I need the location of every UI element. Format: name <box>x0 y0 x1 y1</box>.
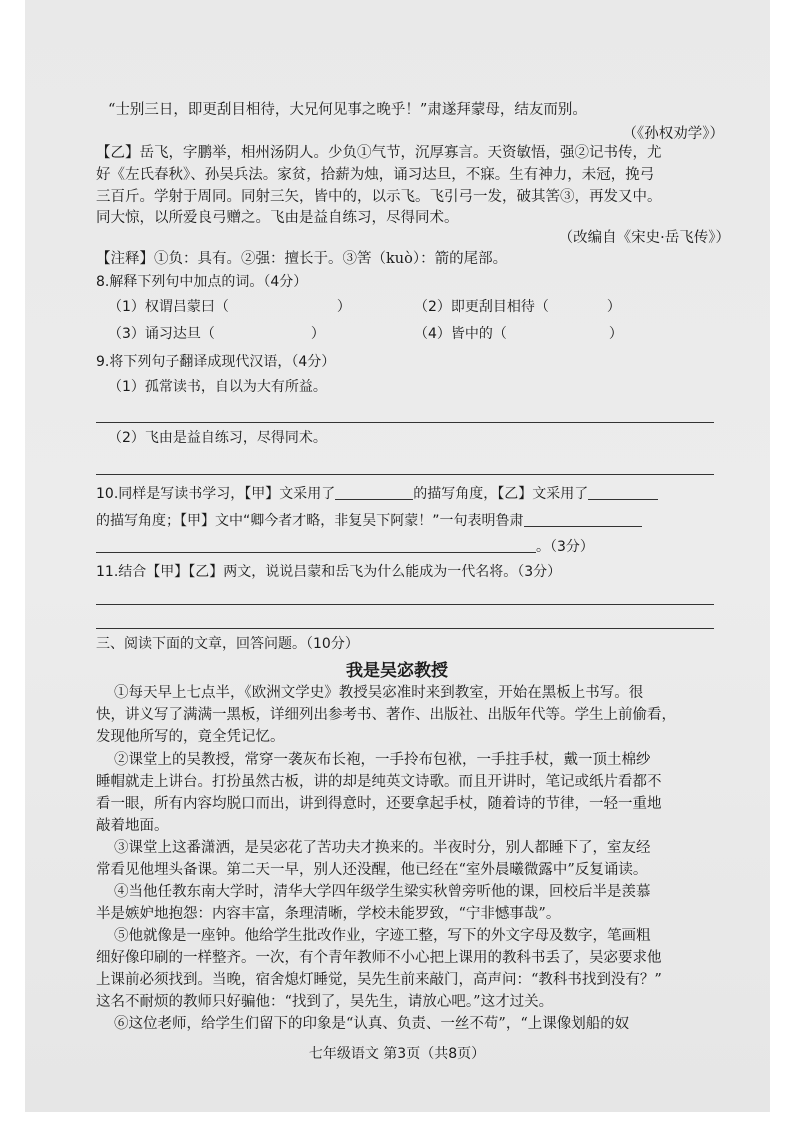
text-line: 同大惊，以所爱良弓赠之。飞由是益自练习，尽得同术。 <box>96 210 459 226</box>
paragraph-line: 这名不耐烦的教师只好骗他：“找到了，吴先生，请放心吧。”这才过关。 <box>96 994 554 1010</box>
question-10-line-1: 10.同样是写读书学习，【甲】文采用了 的描写角度，【乙】文采用了 <box>96 484 658 504</box>
source-citation: （《孙权劝学》） <box>622 126 724 142</box>
paragraph-line: 发现他所写的，竟全凭记忆。 <box>96 729 285 745</box>
question-10-line-2: 的描写角度；【甲】文中“卿今者才略，非复吴下阿蒙！”一句表明鲁肃 <box>96 511 642 531</box>
text-line: 三百斤。学射于周同。同射三矢，皆中的，以示飞。飞引弓一发，破其筈③，再发又中。 <box>96 189 662 205</box>
text-line: 好《左氏春秋》、孙吴兵法。家贫，拾薪为烛，诵习达旦，不寐。生有神力，未冠，挽弓 <box>96 167 655 183</box>
article-title: 我是吴宓教授 <box>346 661 448 681</box>
text-line: 【乙】岳飞，字鹏举，相州汤阴人。少负①气节，沉厚寡言。天资敏悟，强②记书传，尤 <box>96 145 662 161</box>
answer-line[interactable] <box>96 422 714 423</box>
question-8-prompt: 8.解释下列句中加点的词。（4分） <box>96 274 308 290</box>
paragraph-line: 睡帽就走上讲台。打扮虽然古板，讲的却是纯英文诗歌。而且开讲时，笔记或纸片看都不 <box>96 774 662 790</box>
paragraph-line: 上课前必须找到。当晚，宿舍熄灯睡觉，吴先生前来敲门，高声问：“教科书找到没有？” <box>96 972 662 988</box>
q9-sentence-1: （1）孤常读书，自以为大有所益。 <box>108 379 327 395</box>
answer-line[interactable] <box>96 604 714 605</box>
q8-item-4: （4）皆中的（ ） <box>414 326 623 342</box>
question-9-prompt: 9.将下列句子翻译成现代汉语，（4分） <box>96 354 336 370</box>
q9-sentence-2: （2）飞由是益自练习，尽得同术。 <box>108 430 327 446</box>
paragraph-line: 敲着地面。 <box>96 818 169 834</box>
text-line: “士别三日，即更刮目相待，大兄何见事之晚乎！”肃遂拜蒙母，结友而别。 <box>108 102 587 118</box>
paragraph-line: ④当他任教东南大学时，清华大学四年级学生梁实秋曾旁听他的课，回校后半是羡慕 <box>114 884 651 900</box>
answer-blank[interactable] <box>96 537 536 553</box>
paragraph-line: 快，讲义写了满满一黑板，详细列出参考书、著作、出版社、出版年代等。学生上前偷看， <box>96 707 676 723</box>
paragraph-line: ①每天早上七点半，《欧洲文学史》教授吴宓准时来到教室，开始在黑板上书写。很 <box>114 685 644 701</box>
answer-blank[interactable] <box>588 484 658 500</box>
question-11-prompt: 11.结合【甲】【乙】两文，说说吕蒙和岳飞为什么能成为一代名将。（3分） <box>96 564 562 580</box>
answer-line[interactable] <box>96 628 714 629</box>
paragraph-line: ③课堂上这番潇洒，是吴宓花了苦功夫才换来的。半夜时分，别人都睡下了，室友经 <box>114 840 651 856</box>
page-footer: 七年级语文 第3页（共8页） <box>308 1046 486 1062</box>
annotation-note: 【注释】①负：具有。②强：擅长于。③筈（kuò）：箭的尾部。 <box>96 251 508 267</box>
paragraph-line: ⑤他就像是一座钟。他给学生批改作业，字迹工整，写下的外文字母及数字，笔画粗 <box>114 928 651 944</box>
answer-blank[interactable] <box>524 511 642 527</box>
question-10-line-3: 。（3分） <box>96 537 594 557</box>
paragraph-line: ②课堂上的吴教授，常穿一袭灰布长袍，一手拎布包袱，一手拄手杖，戴一顶土棉纱 <box>114 752 651 768</box>
source-citation: （改编自《宋史·岳飞传》） <box>558 230 730 246</box>
paragraph-line: 细好像印刷的一样整齐。一次，有个青年教师不小心把上课用的教科书丢了，吴宓要求他 <box>96 950 662 966</box>
answer-blank[interactable] <box>335 484 413 500</box>
q8-item-1: （1）权谓吕蒙曰（ ） <box>108 299 351 315</box>
paragraph-line: 常看见他埋头备课。第二天一早，别人还没醒，他已经在“室外晨曦微露中”反复诵读。 <box>96 862 648 878</box>
paragraph-line: 半是嫉妒地抱怨：内容丰富，条理清晰，学校未能罗致，“宁非憾事哉”。 <box>96 906 561 922</box>
section-3-heading: 三、阅读下面的文章，回答问题。（10分） <box>96 636 359 652</box>
q8-item-2: （2）即更刮目相待（ ） <box>414 299 621 315</box>
answer-line[interactable] <box>96 474 714 475</box>
q8-item-3: （3）诵习达旦（ ） <box>108 326 325 342</box>
paragraph-line: 看一眼，所有内容均脱口而出，讲到得意时，还要拿起手杖，随着诗的节律，一轻一重地 <box>96 796 662 812</box>
paragraph-line: ⑥这位老师，给学生们留下的印象是“认真、负责、一丝不苟”，“上课像划船的奴 <box>114 1016 630 1032</box>
